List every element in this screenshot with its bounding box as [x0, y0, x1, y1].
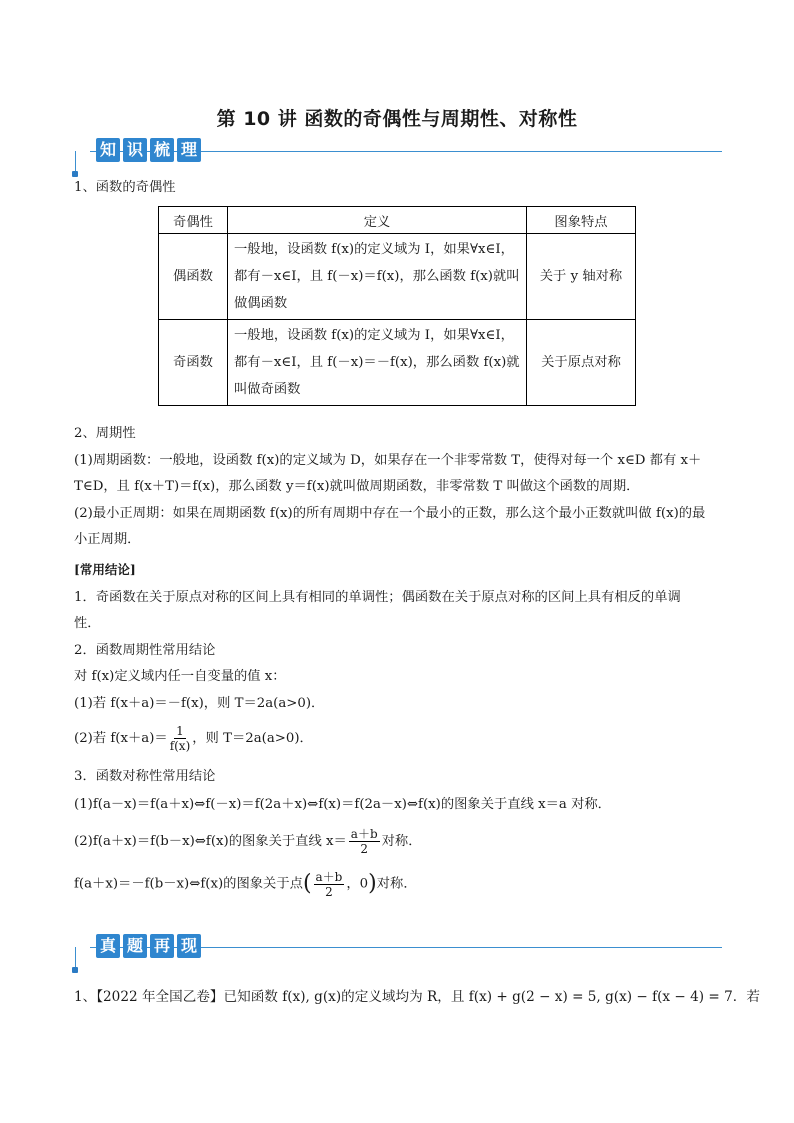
fraction	[349, 827, 380, 856]
conclusion-subtitle: 3．函数对称性常用结论	[74, 769, 216, 784]
fraction-numerator: a＋b	[315, 869, 343, 884]
banner-label	[96, 138, 201, 162]
formula-text: (2)f(a＋x)＝f(b－x)⇔f(x)的图象关于直线 x＝	[74, 834, 347, 849]
conclusion-subtitle: 2．函数周期性常用结论	[74, 643, 216, 658]
table-cell-name: 偶函数	[159, 234, 228, 320]
fraction-denominator: 2	[325, 884, 333, 899]
parity-heading: 1、函数的奇偶性	[74, 180, 176, 195]
banner-char: 题	[123, 934, 147, 958]
exam-question-1: 1、【2022 年全国乙卷】已知函数 f(x), g(x)的定义域均为 R，且 f(x) + g(2 − x) = 5, g(x) − f(x − 4) = 7．若	[74, 989, 760, 1005]
table-header: 图象特点	[527, 207, 636, 234]
fraction	[170, 724, 191, 753]
conclusion-line: 性．	[74, 616, 101, 631]
periodic-line: (1)周期函数：一般地，设函数 f(x)的定义域为 D，如果存在一个非零常数 T，使得对每一个 x∈D 都有 x＋	[74, 453, 702, 468]
banner-char: 理	[177, 138, 201, 162]
banner-char: 现	[177, 934, 201, 958]
conclusion-line-fraction	[74, 825, 422, 859]
conclusions-heading: [常用结论]	[74, 562, 136, 577]
banner-vertical-line	[75, 947, 76, 969]
formula-text: ，0	[346, 876, 369, 892]
definition-line: 做偶函数	[234, 296, 288, 311]
periodic-line: 小正周期．	[74, 532, 141, 547]
conclusion-line: 对 f(x)定义域内任一自变量的值 x：	[74, 669, 286, 684]
periodic-line: T∈D，且 f(x＋T)＝f(x)，那么函数 y＝f(x)就叫做周期函数，非零常数 T 叫做这个函数的周期．	[74, 479, 640, 494]
formula-text: (2)若 f(x＋a)＝	[74, 731, 168, 746]
left-paren: (	[302, 871, 312, 896]
conclusion-line-fraction	[74, 722, 313, 756]
banner-char: 识	[123, 138, 147, 162]
fraction-numerator: a＋b	[350, 827, 378, 841]
table-header-row	[159, 207, 636, 234]
banner-dot-icon	[72, 967, 78, 973]
fraction-denominator: f(x)	[169, 739, 191, 753]
table-header: 定义	[228, 207, 527, 234]
definition-line: 一般地，设函数 f(x)的定义域为 I，如果∀x∈I，	[234, 242, 514, 257]
table-cell-definition	[228, 320, 527, 406]
banner-char: 知	[96, 138, 120, 162]
fraction	[314, 870, 345, 899]
formula-text: f(a＋x)＝－f(b－x)⇔f(x)的图象关于点	[74, 876, 303, 892]
conclusion-line: 1．奇函数在关于原点对称的区间上具有相同的单调性；偶函数在关于原点对称的区间上具有相反的单调	[74, 590, 681, 605]
banner-char: 真	[96, 934, 120, 958]
fraction-denominator: 2	[360, 842, 369, 856]
periodic-heading: 2、周期性	[74, 426, 136, 441]
right-paren: )	[368, 871, 377, 896]
banner-vertical-line	[75, 151, 76, 173]
conclusion-line: (1)若 f(x＋a)＝－f(x)，则 T＝2a(a>0)．	[74, 696, 325, 711]
table-row	[159, 234, 636, 320]
formula-text: ，则 T＝2a(a>0)．	[192, 731, 313, 746]
definition-line: 都有－x∈I，且 f(－x)＝－f(x)，那么函数 f(x)就	[234, 355, 520, 370]
parity-table	[158, 206, 636, 406]
definition-line: 都有－x∈I，且 f(－x)＝f(x)，那么函数 f(x)就叫	[234, 269, 520, 284]
table-cell-name: 奇函数	[159, 320, 228, 406]
table-header: 奇偶性	[159, 207, 228, 234]
fraction-numerator: 1	[176, 724, 184, 738]
banner-dot-icon	[72, 171, 78, 177]
table-cell-feature: 关于原点对称	[527, 320, 636, 406]
banner-char: 梳	[150, 138, 174, 162]
banner-char: 再	[150, 934, 174, 958]
table-cell-feature: 关于 y 轴对称	[527, 234, 636, 320]
section-banner-knowledge	[70, 142, 722, 172]
formula-text: 对称．	[381, 834, 422, 849]
banner-label	[96, 934, 201, 958]
table-row	[159, 320, 636, 406]
formula-text: 对称．	[376, 876, 417, 892]
conclusion-line-fraction	[74, 867, 417, 902]
table-cell-definition	[228, 234, 527, 320]
page-title: 第 10 讲 函数的奇偶性与周期性、对称性	[216, 108, 578, 130]
periodic-line: (2)最小正周期：如果在周期函数 f(x)的所有周期中存在一个最小的正数，那么这个最小正数就叫做 f(x)的最	[74, 506, 706, 521]
conclusion-line: (1)f(a－x)＝f(a＋x)⇔f(－x)＝f(2a＋x)⇔f(x)＝f(2a－x)⇔f(x)的图象关于直线 x＝a 对称．	[74, 797, 611, 812]
section-banner-exam	[70, 938, 722, 968]
definition-line: 一般地，设函数 f(x)的定义域为 I，如果∀x∈I，	[234, 328, 514, 343]
definition-line: 叫做奇函数	[234, 382, 301, 397]
